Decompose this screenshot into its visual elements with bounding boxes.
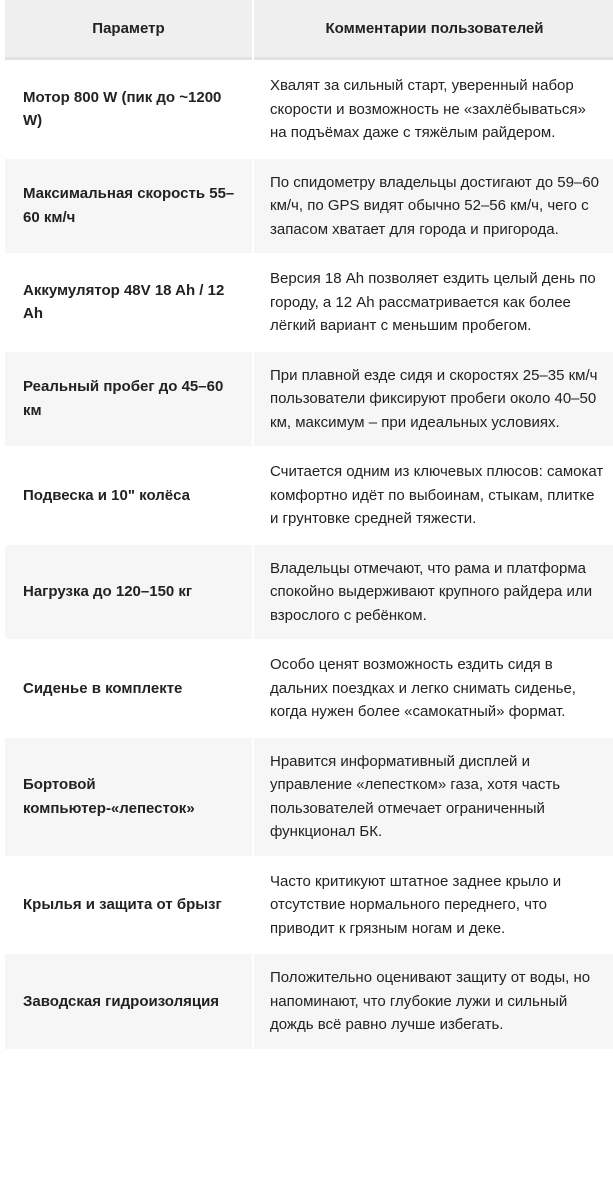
parameter-cell: Нагрузка до 120–150 кг — [5, 545, 252, 640]
parameter-cell: Подвеска и 10" колёса — [23, 486, 190, 504]
parameter-cell: Реальный пробег до 45–60 км — [5, 352, 252, 447]
comment-cell: При плавной езде сидя и скоростях 25–35 км/ч пользователи фиксируют пробеги около 40–50 км, максимум – при идеальных условиях. — [254, 352, 613, 447]
table-row — [5, 159, 613, 254]
parameter-cell: Заводская гидроизоляция — [5, 954, 252, 1049]
table-row — [5, 641, 613, 736]
parameter-cell: Бортовой компьютер-«лепесток» — [5, 738, 252, 856]
table-row — [5, 352, 613, 447]
comment-cell: Положительно оценивают защиту от воды, но напоминают, что глубокие лужи и сильный дождь всё равно лучше избегать. — [254, 954, 613, 1049]
parameter-cell: Крылья и защита от брызг — [23, 896, 222, 913]
table-row — [5, 448, 613, 543]
comment-cell: По спидометру владельцы достигают до 59–60 км/ч, по GPS видят обычно 52–56 км/ч, чего с запасом хватает для города и пригорода. — [254, 159, 613, 254]
table-row — [5, 62, 613, 157]
parameter-cell: Мотор 800 W (пик до ~1200 W) — [23, 88, 222, 130]
comment-cell: Владельцы отмечают, что рама и платформа спокойно выдерживают крупного райдера или взрослого с ребёнком. — [254, 545, 613, 640]
comment-cell: Хвалят за сильный старт, уверенный набор скорости и возможность не «захлёбываться» на подъёмах даже с тяжёлым райдером. — [270, 77, 586, 141]
comment-cell: Особо ценят возможность ездить сидя в дальних поездках и легко снимать сиденье, когда нужен более «самокатный» формат. — [270, 656, 576, 720]
parameter-cell: Максимальная скорость 55–60 км/ч — [5, 159, 252, 254]
table-row — [5, 255, 613, 350]
specs-reviews-table — [3, 0, 613, 1051]
comment-cell: Нравится информативный дисплей и управление «лепестком» газа, хотя часть пользователей отмечает ограниченный функционал БК. — [254, 738, 613, 856]
comment-cell: Часто критикуют штатное заднее крыло и отсутствие нормального переднего, что приводит к грязным ногам и деке. — [270, 872, 562, 937]
header-comments: Комментарии пользователей — [254, 0, 613, 60]
table-row — [5, 858, 613, 953]
table-row — [5, 545, 613, 640]
parameter-cell: Аккумулятор 48V 18 Ah / 12 Ah — [23, 281, 225, 323]
table-row — [5, 954, 613, 1049]
comment-cell: Считается одним из ключевых плюсов: самокат комфортно идёт по выбоинам, стыкам, плитке и грунтовке средней тяжести. — [270, 463, 604, 527]
table-header-row — [5, 0, 613, 60]
comment-cell: Версия 18 Ah позволяет ездить целый день по городу, а 12 Ah рассматривается как более лёгкий вариант с меньшим пробегом. — [270, 270, 596, 334]
parameter-cell: Сиденье в комплекте — [23, 679, 183, 697]
table-row — [5, 738, 613, 856]
header-parameter: Параметр — [5, 0, 252, 60]
